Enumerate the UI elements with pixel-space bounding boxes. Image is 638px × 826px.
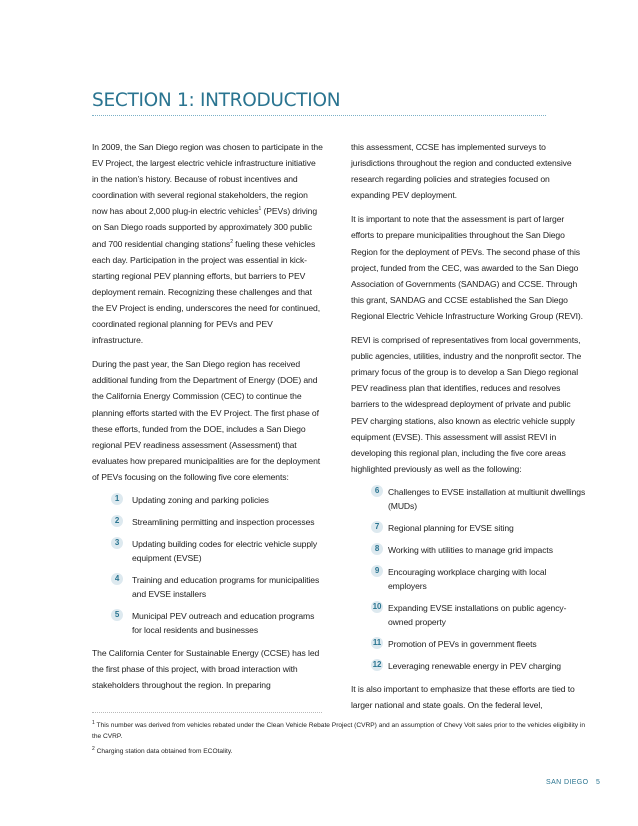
list-item bbox=[92, 573, 324, 601]
intro-paragraph bbox=[92, 139, 324, 348]
footnote-text: Charging station data obtained from ECOtality. bbox=[94, 748, 233, 755]
number-badge: 4 bbox=[111, 573, 123, 585]
list-item bbox=[92, 537, 324, 565]
larger-efforts-paragraph: It is important to note that the assessment is part of larger efforts to prepare municipalities throughout the San Diego Region for the deployment of PEVs. The second phase of this project, funded from the CEC, was awarded to the San Diego Association of Governments (SANDAG) and CCSE. Through this grant, SANDAG and CCSE established the San Diego Regional Electric Vehicle Infrastructure Working Group (REVI). bbox=[351, 214, 583, 321]
footnote-mark: 2 bbox=[92, 745, 95, 752]
list-item-text: Updating building codes for electric vehicle supply equipment (EVSE) bbox=[132, 538, 318, 563]
list-item-text: Updating zoning and parking policies bbox=[132, 494, 269, 505]
page-number: 5 bbox=[596, 779, 601, 786]
list-item-text: Promotion of PEVs in government fleets bbox=[388, 638, 537, 649]
number-badge: 5 bbox=[111, 609, 123, 621]
number-badge: 1 bbox=[111, 493, 123, 505]
number-badge: 8 bbox=[371, 543, 383, 555]
assessment-paragraph: this assessment, CCSE has implemented surveys to jurisdictions throughout the region and conducted extensive research regarding policies and strategies focused on expanding PEV deployment. bbox=[351, 142, 572, 201]
list-item bbox=[351, 637, 587, 651]
revi-paragraph: REVI is comprised of representatives from local governments, public agencies, utilities, industry and the nonprofit sector. The primary focus of the group is to develop a San Diego regional PEV readiness plan that identifies, reduces and resolves barriers to the widespread deployment of private and public PEV charging stations, also known as electric vehicle supply equipment (EVSE). This assessment will assist REVI in developing this regional plan, including the five core areas highlighted previously as well as the following: bbox=[351, 335, 582, 474]
core-elements-list bbox=[92, 493, 324, 637]
ccse-paragraph: The California Center for Sustainable Energy (CCSE) has led the first phase of this project, with broad interaction with stakeholders throughout the region. In preparing bbox=[92, 647, 320, 691]
footnote bbox=[92, 720, 592, 742]
list-item-text: Municipal PEV outreach and education programs for local residents and businesses bbox=[132, 610, 315, 635]
list-item-text: Working with utilities to manage grid impacts bbox=[388, 544, 553, 555]
intro-text-b: (PEVs) driving on San Diego roads supported by approximately 300 public and 700 residential changing stations bbox=[92, 206, 318, 249]
list-item bbox=[351, 521, 587, 535]
list-item bbox=[92, 515, 324, 529]
number-badge: 7 bbox=[371, 521, 383, 533]
footnote-text: This number was derived from vehicles rebated under the Clean Vehicle Rebate Project (CVRP) and an assumption of Chevy Volt sales prior to the vehicles eligibility in the CVRP. bbox=[92, 722, 586, 740]
left-column bbox=[92, 139, 324, 701]
number-badge: 6 bbox=[371, 485, 383, 497]
number-badge: 3 bbox=[111, 537, 123, 549]
number-badge: 2 bbox=[111, 515, 123, 527]
list-item bbox=[92, 609, 324, 637]
list-item bbox=[351, 543, 587, 557]
number-badge: 10 bbox=[372, 601, 382, 611]
number-badge: 12 bbox=[372, 659, 382, 669]
list-item-text: Encouraging workplace charging with local employers bbox=[388, 566, 547, 591]
intro-text-a: In 2009, the San Diego region was chosen to participate in the EV Project, the largest electric vehicle infrastructure initiative in the nation’s history. Because of robust incentives and coordination with several regional stakeholders, the region now has about 2,000 plug-in electric vehicles bbox=[92, 142, 323, 217]
list-item bbox=[351, 485, 587, 513]
goals-paragraph: It is also important to emphasize that these efforts are tied to larger national and state goals. On the federal level, bbox=[351, 683, 575, 710]
list-item-text: Leveraging renewable energy in PEV charging bbox=[388, 660, 561, 671]
list-item bbox=[351, 601, 587, 629]
additional-elements-list bbox=[351, 485, 587, 673]
list-item-text: Streamlining permitting and inspection processes bbox=[132, 516, 315, 527]
list-item bbox=[351, 565, 587, 593]
list-item-text: Challenges to EVSE installation at multiunit dwellings (MUDs) bbox=[388, 486, 586, 511]
intro-text-c: fueling these vehicles each day. Participation in the project was essential in kick-starting regional PEV planning efforts, but barriers to PEV deployment remain. Recognizing these challenges and that the EV Project is ending, underscores the need for continued, coordinated regional planning for PEVs and PEV infrastructure. bbox=[92, 238, 320, 346]
number-badge: 9 bbox=[371, 565, 383, 577]
list-item bbox=[92, 493, 324, 507]
footer-label: SAN DIEGO bbox=[546, 779, 589, 786]
footnote-ref-2: 2 bbox=[230, 238, 233, 245]
footnotes bbox=[92, 720, 592, 761]
footnote-mark: 1 bbox=[92, 719, 95, 726]
list-item-text: Training and education programs for municipalities and EVSE installers bbox=[132, 574, 320, 599]
list-item-text: Regional planning for EVSE siting bbox=[388, 522, 514, 533]
number-badge: 11 bbox=[372, 637, 382, 647]
funding-paragraph: During the past year, the San Diego region has received additional funding from the Department of Energy (DOE) and the California Energy Commission (CEC) to continue the planning efforts started with the EV Project. The first phase of these efforts, funded from the DOE, includes a San Diego regional PEV readiness assessment (Assessment) that evaluates how prepared municipalities are for the deployment of PEVs focusing on the following five core elements: bbox=[92, 359, 321, 482]
section-title: SECTION 1: INTRODUCTION bbox=[92, 90, 341, 111]
list-item-text: Expanding EVSE installations on public agency-owned property bbox=[388, 602, 567, 627]
footnote-divider bbox=[92, 712, 322, 713]
title-divider bbox=[92, 115, 546, 116]
right-column bbox=[351, 139, 587, 721]
footnote bbox=[92, 746, 592, 757]
footnote-ref-1: 1 bbox=[258, 206, 262, 213]
list-item bbox=[351, 659, 587, 673]
